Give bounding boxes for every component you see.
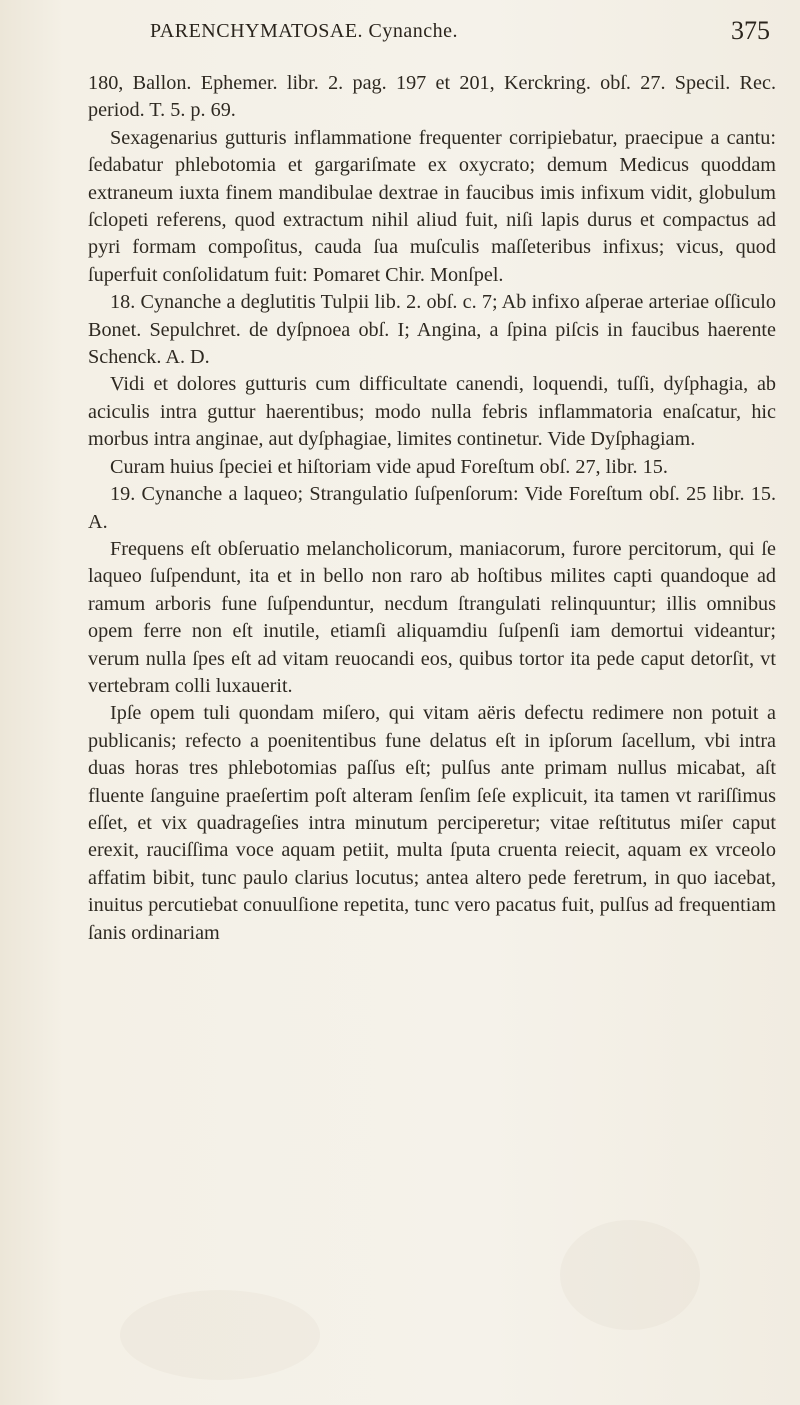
paragraph-sexagenarius: Sexagenarius gutturis inflammatione frequenter corripiebatur, praecipue a cantu: ſedabatur phlebotomia et gargariſmate ex oxycrato; demum Medicus quoddam extraneum iuxta finem mandibulae dextrae in faucibus imis infixum vidit, globulum ſclopeti referens, quod extractum nihil aliud fuit, niſi lapis durus et compactus ad pyri formam compoſitus, cauda ſua muſculis maſſeteribus infixus; vicus, quod ſuperfuit conſolidatum fuit: Pomaret Chir. Monſpel. (88, 126, 776, 286)
paragraph-curam-huius: Curam huius ſpeciei et hiſtoriam vide apud Foreſtum obſ. 27, libr. 15. (110, 455, 668, 478)
paragraph-vidi-dolores: Vidi et dolores gutturis cum difficultate canendi, loquendi, tuſſi, dyſphagia, ab aciculis intra guttur haerentibus; modo nulla febris inflammatoria enaſcatur, hic morbus intra anginae, aut dyſphagiae, limites continetur. Vide Dyſphagiam. (88, 373, 776, 451)
paper-stain (120, 1290, 320, 1380)
paper-stain (560, 1220, 700, 1330)
paragraph-frequens: Frequens eſt obſeruatio melancholicorum, maniacorum, furore percitorum, qui ſe laqueo ſuſpendunt, ita et in bello non raro ab hoſtibus milites capti quandoque ad ramum arboris fune ſuſpenduntur, necdum ſtrangulati relinquuntur; illis omnibus opem ferre non eſt inutile, etiamſi aliquamdiu ſuſpenſi iam demortui videantur; verum nulla ſpes eſt ad vitam reuocandi eos, quibus tortor ita pede caput detorſit, vt vertebram colli luxauerit. (88, 537, 776, 697)
running-title: PARENCHYMATOSAE. Cynanche. (150, 20, 459, 42)
paragraph-ipse-opem: Ipſe opem tuli quondam miſero, qui vitam aëris defectu redimere non potuit a publicanis; refecto a poenitentibus fune delatus eſt in ipſorum ſacellum, vbi intra duas horas tres phlebotomias paſſus eſt; pulſus ante primam nullus micabat, aſt fluente ſanguine praeſertim poſt alteram ſenſim ſeſe explicuit, ita tamen vt rariſſimus eſſet, et vix quadrageſies intra minutum perciperetur; vitae reſtitutus miſer caput erexit, rauciſſima voce aquam petiit, multa ſputa cruenta reiecit, aquam ex vrceolo affatim bibit, tunc paulo clarius locutus; antea altero pede feretrum, in quo iacebat, inuitus percutiebat conuulſione repetita, tunc vero pacatus fuit, pulſus ad frequentiam ſanis ordinariam (88, 702, 776, 944)
paragraph-cynanche-laqueo: 19. Cynanche a laqueo; Strangulatio ſuſpenſorum: Vide Foreſtum obſ. 25 libr. 15. A. (88, 483, 776, 533)
page-number: 375 (731, 16, 770, 45)
paragraph-cynanche-deglutitis: 18. Cynanche a deglutitis Tulpii lib. 2. obſ. c. 7; Ab infixo aſperae arteriae oſſiculo Bonet. Sepulchret. de dyſpnoea obſ. I; Angina, a ſpina piſcis in faucibus haerente Schenck. A. D. (88, 291, 776, 369)
paragraph-ballon-reference: 180, Ballon. Ephemer. libr. 2. pag. 197 et 201, Kerckring. obſ. 27. Specil. Rec. period. T. 5. p. 69. (88, 72, 776, 122)
page-header (150, 14, 770, 50)
body-text (88, 70, 776, 947)
